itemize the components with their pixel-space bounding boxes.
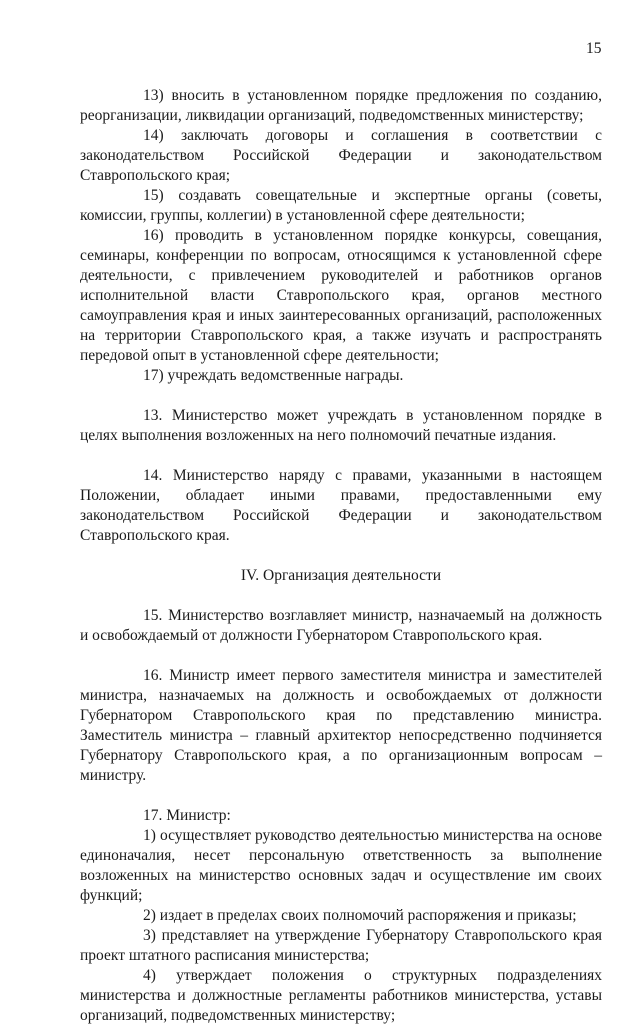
clause-16: 16. Министр имеет первого заместителя министра и заместителей министра, назначаемых на должность и освобождаемых от должности Губернатором Ставропольского края по представлению министра. Заместитель министра – главный архитектор непосредственно подчиняется Губернатору Ставропольского края, а по организационным вопросам – министру. — [80, 667, 602, 784]
clause-14: 14. Министерство наряду с правами, указанными в настоящем Положении, обладает иными правами, предоставленными ему законодательством Российской Федерации и законодательством Ставропольского края. — [80, 467, 602, 544]
page-number: 15 — [586, 40, 602, 57]
clause-13: 13. Министерство может учреждать в установленном порядке в целях выполнения возложенных на него полномочий печатные издания. — [80, 407, 602, 444]
list-item: 4) утверждает положения о структурных подразделениях министерства и должностные регламенты работников министерства, уставы организаций, подведомственных министерству; — [80, 967, 602, 1024]
document-body — [80, 86, 602, 1026]
clause-17: 17. Министр: — [143, 807, 231, 824]
clause-15: 15. Министерство возглавляет министр, назначаемый на должность и освобождаемый от должности Губернатором Ставропольского края. — [80, 607, 602, 644]
list-item: 1) осуществляет руководство деятельностью министерства на основе единоначалия, несет персональную ответственность за выполнение возложенных на министерство основных задач и осуществление им своих функций; — [80, 827, 602, 904]
list-item: 14) заключать договоры и соглашения в соответствии с законодательством Российской Федерации и законодательством Ставропольского края; — [80, 127, 602, 184]
list-item: 3) представляет на утверждение Губернатору Ставропольского края проект штатного расписания министерства; — [80, 927, 602, 964]
list-item: 17) учреждать ведомственные награды. — [143, 367, 404, 384]
list-item: 2) издает в пределах своих полномочий распоряжения и приказы; — [143, 907, 577, 924]
list-item: 15) создавать совещательные и экспертные органы (советы, комиссии, группы, коллегии) в установленной сфере деятельности; — [80, 187, 602, 224]
list-item: 16) проводить в установленном порядке конкурсы, совещания, семинары, конференции по вопросам, относящимся к установленной сфере деятельности, с привлечением руководителей и работников органов исполнительной власти Ставропольского края, органов местного самоуправления края и иных заинтересованных организаций, расположенных на территории Ставропольского края, а также изучать и распространять передовой опыт в установленной сфере деятельности; — [80, 227, 602, 364]
list-item: 13) вносить в установленном порядке предложения по созданию, реорганизации, ликвидации организаций, подведомственных министерству; — [80, 87, 602, 124]
section-heading: IV. Организация деятельности — [240, 567, 442, 584]
